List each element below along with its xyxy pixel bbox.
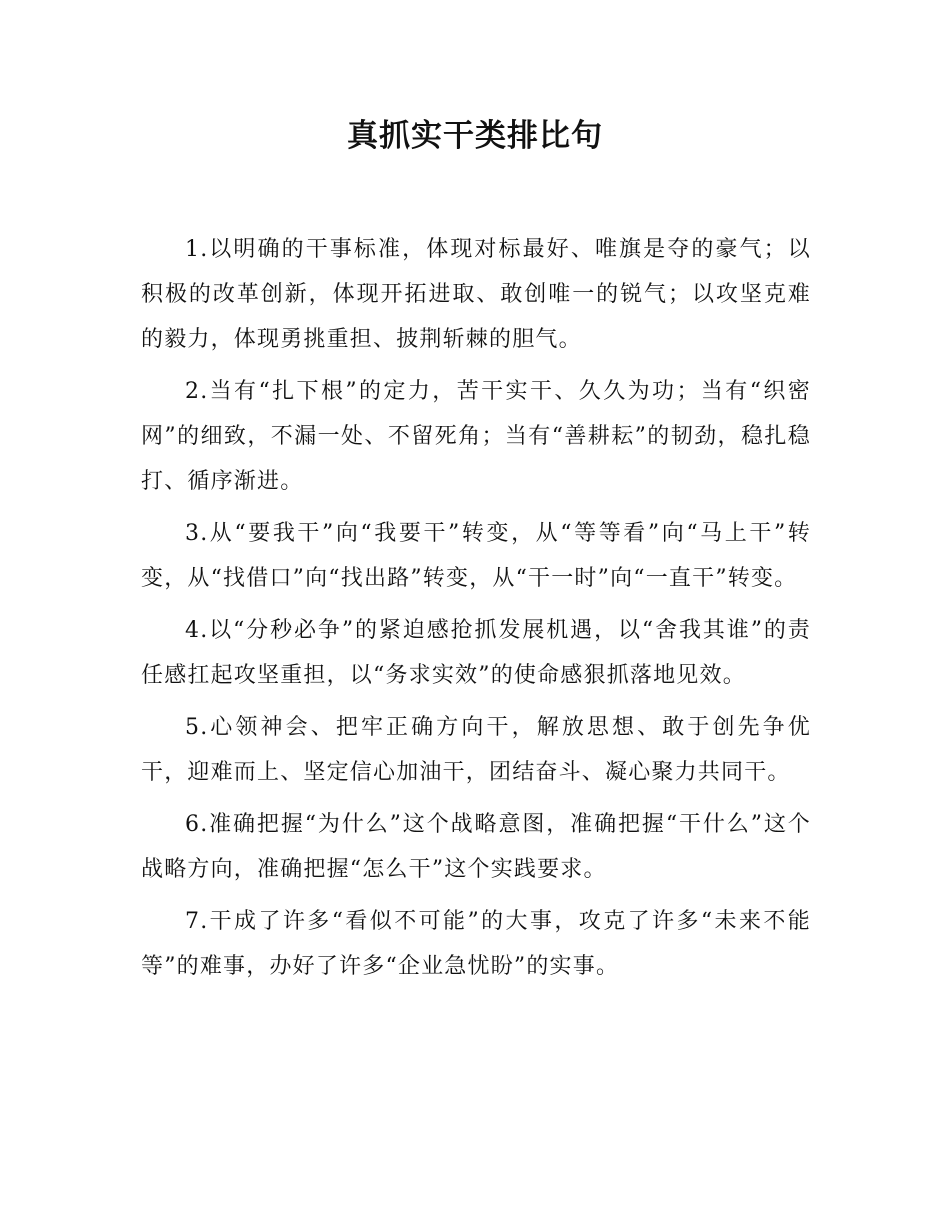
paragraph-7: 7.干成了许多“看似不可能”的大事，攻克了许多“未来不能等”的难事，办好了许多“企业急忧盼”的实事。 (141, 909, 811, 979)
paragraph-5: 5.心领神会、把牢正确方向干，解放思想、敢于创先争优干，迎难而上、坚定信心加油干，团结奋斗、凝心聚力共同干。 (141, 715, 811, 785)
paragraph-4: 4.以“分秒必争”的紧迫感抢抓发展机遇，以“舍我其谁”的责任感扛起攻坚重担，以“务求实效”的使命感狠抓落地见效。 (141, 618, 811, 688)
paragraph-3: 3.从“要我干”向“我要干”转变，从“等等看”向“马上干”转变，从“找借口”向“找出路”转变，从“干一时”向“一直干”转变。 (141, 521, 811, 591)
document-body (141, 227, 811, 996)
paragraph-1: 1.以明确的干事标准，体现对标最好、唯旗是夺的豪气；以积极的改革创新，体现开拓进取、敢创唯一的锐气；以攻坚克难的毅力，体现勇挑重担、披荆斩棘的胆气。 (141, 237, 811, 352)
paragraph-6: 6.准确把握“为什么”这个战略意图，准确把握“干什么”这个战略方向，准确把握“怎么干”这个实践要求。 (141, 812, 811, 882)
paragraph-2: 2.当有“扎下根”的定力，苦干实干、久久为功；当有“织密网”的细致，不漏一处、不留死角；当有“善耕耘”的韧劲，稳扎稳打、循序渐进。 (141, 379, 811, 494)
document-title: 真抓实干类排比句 (347, 118, 603, 154)
